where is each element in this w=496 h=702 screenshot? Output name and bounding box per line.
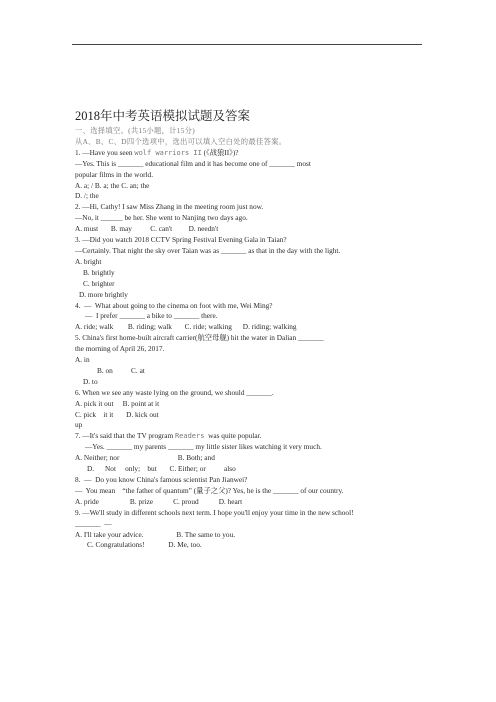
text-line	[75, 181, 435, 192]
text-line	[75, 410, 435, 421]
text-line	[75, 224, 435, 235]
text-line	[75, 420, 435, 431]
text-line	[75, 388, 435, 399]
text-run: —Yes. This is _______ educational film and it has become one of _______ most	[75, 158, 311, 168]
text-run: C. Congratulations! D. Me, too.	[87, 540, 202, 550]
text-run: 3. —Did you watch 2018 CCTV Spring Festival Evening Gala in Taian?	[75, 235, 287, 245]
text-run: A. pride B. prize C. proud D. heart	[75, 496, 243, 506]
text-run: D. /; the	[75, 191, 99, 201]
text-run: — You mean “the father of quantum” (量子之父)? Yes, he is the _______ of our country.	[75, 485, 344, 495]
text-line	[75, 170, 435, 181]
text-run: 8. — Do you know China's famous scientist Pan Jianwei?	[75, 475, 248, 484]
text-line	[75, 431, 435, 442]
text-line	[75, 519, 435, 530]
text-run: 从A、B、C、D四个选项中，选出可以填入空白处的最佳答案。	[75, 136, 287, 146]
program-title: Readers	[174, 432, 205, 441]
text-line	[75, 235, 435, 246]
text-run: A. pick it out B. point at it	[75, 398, 160, 408]
text-line	[75, 399, 435, 410]
text-line	[75, 202, 435, 213]
program-title: wolf warriors II	[134, 148, 202, 157]
text-line	[75, 279, 435, 290]
text-line	[75, 540, 435, 551]
text-line	[75, 355, 435, 366]
text-line	[75, 497, 435, 508]
text-run: 一、选择填空。(共15小题，计15分)	[75, 126, 196, 135]
text-run: D. to	[83, 376, 98, 386]
text-line	[75, 322, 435, 333]
text-run: B. brightly	[83, 267, 115, 277]
text-line	[75, 301, 435, 312]
text-run: B. on C. at	[97, 365, 145, 375]
text-run: A. in	[75, 355, 90, 365]
text-run: — I prefer _______ a bike to _______ there.	[85, 311, 218, 321]
text-line	[75, 508, 435, 519]
text-line	[75, 257, 435, 268]
text-line	[75, 137, 435, 148]
text-run: 1. —Have you seen	[75, 147, 135, 157]
text-line	[75, 268, 435, 279]
header-rule	[72, 44, 422, 45]
text-line	[75, 191, 435, 202]
text-run: D. more brightly	[79, 289, 128, 299]
question-list	[75, 126, 435, 551]
text-run: —Certainly. That night the sky over Taian was as _______ as that in the day with the light.	[75, 245, 341, 255]
text-line	[75, 246, 435, 257]
text-run: A. a; / B. a; the C. an; the	[75, 180, 150, 190]
text-line	[75, 311, 435, 322]
text-run: D. Not only; but C. Either; or also	[87, 464, 236, 474]
text-run: A. ride; walk B. riding; walk C. ride; walking D. riding; walking	[75, 322, 297, 332]
text-line	[75, 333, 435, 344]
text-line	[75, 475, 435, 486]
text-run: _______ —	[75, 518, 112, 528]
text-line	[75, 377, 435, 388]
text-run: —No, it ______ be her. She went to Nanjing two days ago.	[75, 213, 248, 223]
text-run: C. pick it it D. kick out	[75, 409, 159, 419]
text-line	[75, 290, 435, 301]
text-line	[75, 453, 435, 464]
text-run: 6. When we see any waste lying on the ground, we should _______.	[75, 387, 274, 397]
text-line	[75, 213, 435, 224]
text-run: 9. —We'll study in different schools next term. I hope you'll enjoy your time in the new school!	[75, 507, 354, 517]
text-run: 4. — What about going to the cinema on foot with me, Wei Ming?	[75, 300, 273, 310]
text-run: 7. —It's said that the TV program	[75, 431, 175, 441]
text-line	[75, 442, 435, 453]
text-run: —Yes. _______ my parents _______ my little sister likes watching it very much.	[85, 442, 322, 452]
text-run: was quite popular.	[204, 431, 262, 441]
text-line	[75, 366, 435, 377]
text-run: A. Neither; nor B. Both; and	[75, 453, 215, 463]
text-run: C. brighter	[83, 278, 115, 288]
text-line	[75, 486, 435, 497]
text-run: popular films in the world.	[75, 169, 154, 179]
text-run: A. I'll take your advice. B. The same to you.	[75, 529, 236, 539]
text-line	[75, 159, 435, 170]
text-run: (《战狼II》)?	[201, 147, 239, 157]
text-run: A. bright	[75, 256, 102, 266]
text-line	[75, 344, 435, 355]
text-line	[75, 148, 435, 159]
text-run: the morning of April 26, 2017.	[75, 344, 165, 354]
text-line	[75, 126, 435, 137]
page-title: 2018年中考英语模拟试题及答案	[75, 109, 251, 123]
text-run: 5. China's first home-built aircraft carrier(航空母舰) hit the water in Dalian _______	[75, 333, 324, 343]
text-run: up	[75, 420, 83, 430]
text-line	[75, 530, 435, 541]
text-run: 2. —Hi, Cathy! I saw Miss Zhang in the meeting room just now.	[75, 202, 264, 212]
text-run: A. must B. may C. can't D. needn't	[75, 224, 219, 234]
text-line	[75, 464, 435, 475]
